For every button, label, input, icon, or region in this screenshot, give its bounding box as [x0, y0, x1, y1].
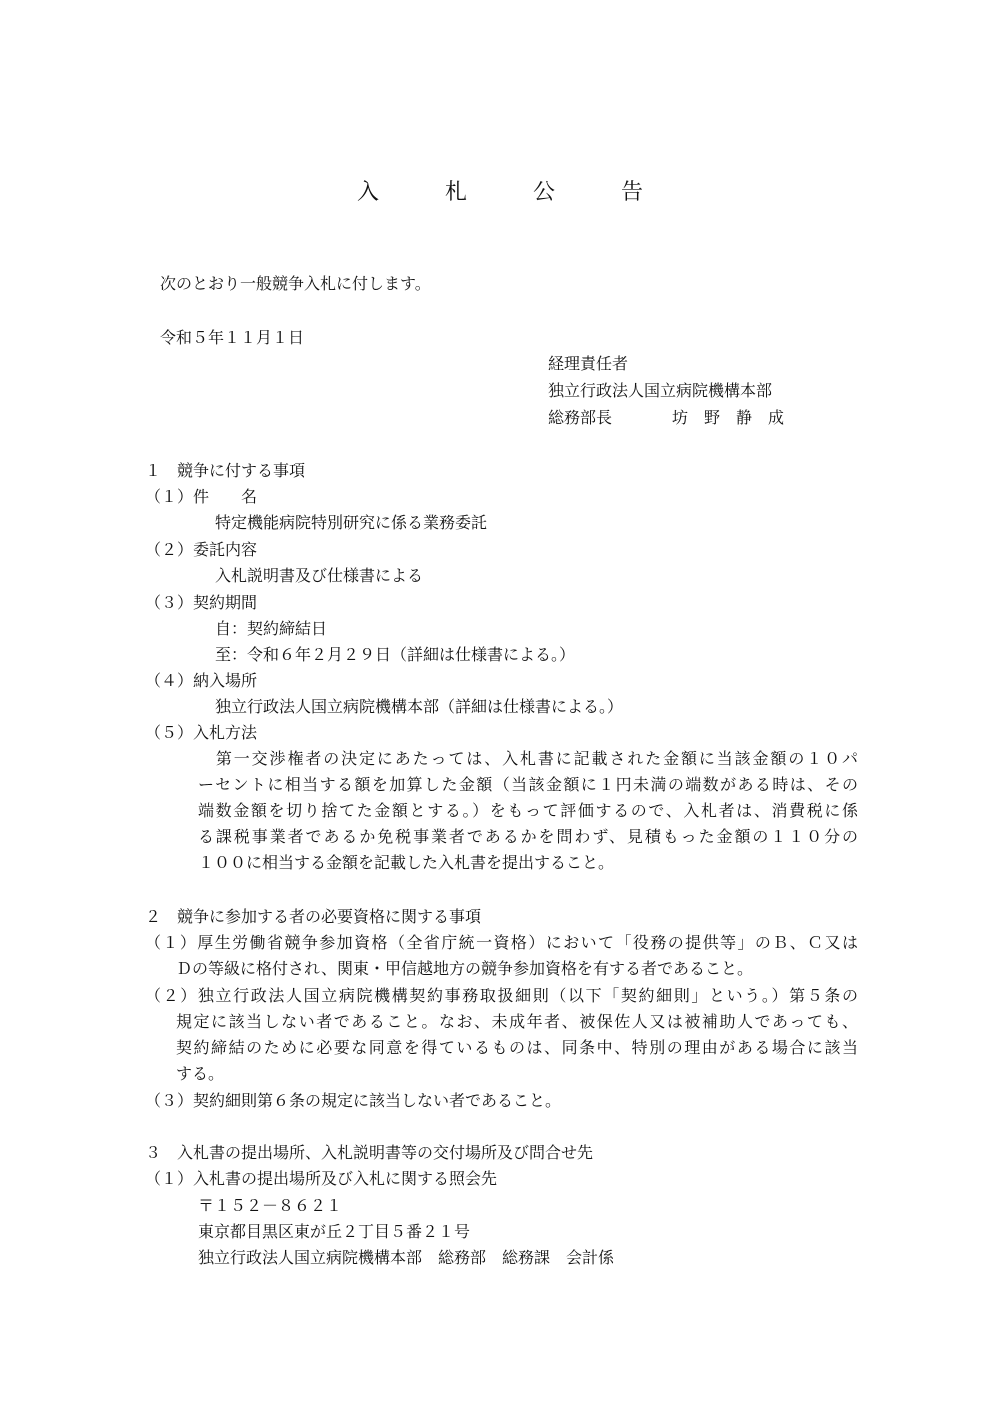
- issuer-organization: 独立行政法人国立病院機構本部: [548, 381, 773, 400]
- office-name: 独立行政法人国立病院機構本部 総務部 総務課 会計係: [198, 1248, 615, 1267]
- issuer-role: 総務部長: [548, 408, 613, 427]
- qualification-2-line-1: （２）独立行政法人国立病院機構契約事務取扱細則（以下「契約細則」という。）第５条の: [145, 986, 858, 1005]
- issuer-title: 経理責任者: [548, 354, 629, 373]
- issuer-name: 坊 野 静 成: [672, 408, 785, 427]
- intro-text: 次のとおり一般競争入札に付します。: [160, 274, 431, 293]
- item-method-line-5: １００に相当する金額を記載した入札書を提出すること。: [198, 853, 615, 872]
- item-place-label: （４）納入場所: [145, 671, 258, 690]
- item-subject-label: （１）件 名: [145, 487, 258, 506]
- qualification-1-line-1: （１）厚生労働省競争参加資格（全省庁統一資格）において「役務の提供等」のＢ、Ｃ又は: [145, 933, 858, 952]
- item-subject-value: 特定機能病院特別研究に係る業務委託: [215, 513, 488, 532]
- item-method-line-4: る課税事業者であるか免税事業者であるかを問わず、見積もった金額の１１０分の: [198, 827, 858, 846]
- item-method-line-1: 第一交渉権者の決定にあたっては、入札書に記載された金額に当該金額の１０パ: [198, 749, 858, 768]
- qualification-2-line-2: 規定に該当しない者であること。なお、未成年者、被保佐人又は被補助人であっても、: [176, 1012, 858, 1031]
- qualification-2-line-3: 契約締結のために必要な同意を得ているものは、同条中、特別の理由がある場合に該当: [176, 1038, 858, 1057]
- section-1-heading: １ 競争に付する事項: [145, 461, 306, 480]
- item-content-label: （２）委託内容: [145, 540, 258, 559]
- qualification-1-line-2: Ｄの等級に格付され、関東・甲信越地方の競争参加資格を有する者であること。: [176, 959, 753, 978]
- qualification-3: （３）契約細則第６条の規定に該当しない者であること。: [145, 1091, 562, 1110]
- section-3-heading: ３ 入札書の提出場所、入札説明書等の交付場所及び問合せ先: [145, 1143, 594, 1162]
- qualification-2-line-4: する。: [176, 1064, 225, 1083]
- section-2-heading: ２ 競争に参加する者の必要資格に関する事項: [145, 907, 482, 926]
- item-period-to: 至：令和６年２月２９日（詳細は仕様書による。）: [215, 645, 576, 664]
- submission-place-label: （１）入札書の提出場所及び入札に関する照会先: [145, 1169, 498, 1188]
- item-method-line-2: ーセントに相当する額を加算した金額（当該金額に１円未満の端数がある時は、その: [198, 775, 858, 794]
- notice-date: 令和５年１１月１日: [160, 328, 305, 347]
- postal-code: 〒１５２－８６２１: [198, 1196, 343, 1215]
- page-title: 入 札 公 告: [356, 180, 665, 205]
- address: 東京都目黒区東が丘２丁目５番２１号: [198, 1222, 471, 1241]
- item-period-from: 自：契約締結日: [215, 619, 328, 638]
- item-method-line-3: 端数金額を切り捨てた金額とする。）をもって評価するので、入札者は、消費税に係: [198, 801, 858, 820]
- item-content-value: 入札説明書及び仕様書による: [215, 566, 424, 585]
- item-method-label: （５）入札方法: [145, 723, 258, 742]
- item-place-value: 独立行政法人国立病院機構本部（詳細は仕様書による。）: [215, 697, 624, 716]
- item-period-label: （３）契約期間: [145, 593, 258, 612]
